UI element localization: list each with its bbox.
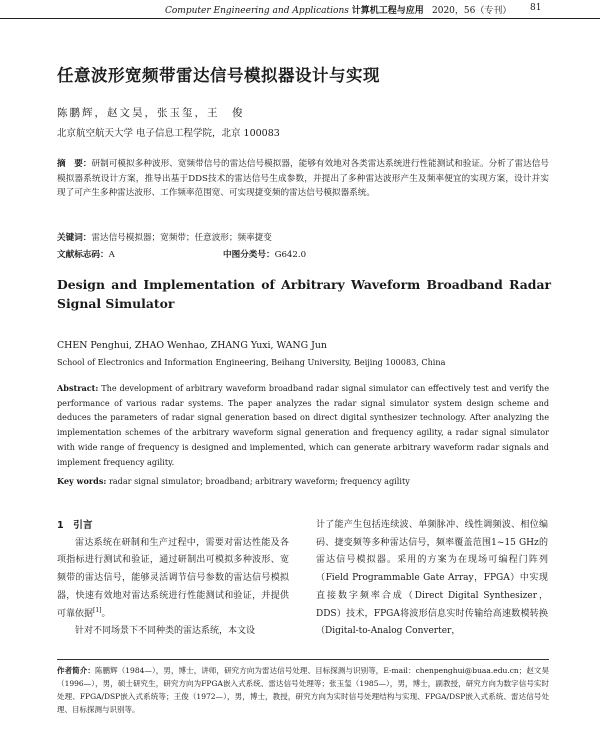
keywords-cn-label: 关键词：: [57, 233, 92, 243]
authors-cn: 陈鹏辉，赵文昊，张玉玺，王 俊: [57, 107, 245, 119]
running-header: [0, 0, 600, 19]
body-paragraph-2-start: 针对不同场景下不同种类的雷达系统，本文设: [75, 626, 256, 637]
citation-ref[interactable]: [1]: [93, 606, 102, 614]
affiliation-en: School of Electronics and Information Engineering, Beihang University, Beijing 100083, China: [57, 357, 446, 367]
paper-title-en: Design and Implementation of Arbitrary Waveform Broadband Radar Signal Simulator: [57, 277, 551, 311]
body-column-left: [57, 517, 289, 641]
keywords-en-text: radar signal simulator; broadband; arbitrary waveform; frequency agility: [108, 476, 410, 486]
classification-line: [57, 248, 549, 260]
keywords-en: [57, 476, 549, 486]
section-heading: 1 引言: [57, 520, 93, 531]
affiliation-cn: 北京航空航天大学 电子信息工程学院，北京 100083: [57, 128, 280, 139]
author-footnote: [57, 659, 549, 716]
keywords-cn: [57, 231, 549, 243]
abstract-cn: [57, 157, 549, 201]
doc-code: 文献标志码：A: [57, 250, 115, 260]
abstract-cn-text: 研制可模拟多种波形、宽频带信号的雷达信号模拟器，能够有效地对各类雷达系统进行性能测试和验证。分析了雷达信号模拟器系统设计方案，推导出基于DDS技术的雷达信号生成参数，并提出了多种雷达波形产生及频率便宜的实现方案，设计并实现了可产生多种雷达波形、工作频率范围宽、可实现捷变频的雷达信号模拟器系统。: [57, 159, 549, 199]
page-number: 81: [530, 3, 542, 13]
paper-title-cn: 任意波形宽频带雷达信号模拟器设计与实现: [57, 66, 380, 85]
year-issue: 2020，56（专刊）: [432, 6, 512, 16]
keywords-cn-text: 雷达信号模拟器；宽频带；任意波形；频率捷变: [91, 233, 272, 243]
abstract-en-text: The development of arbitrary waveform broadband radar signal simulator can effectively test and verify the performance of various radar systems. The paper analyzes the radar signal simulator system design scheme and deduces the parameters of radar signal generation based on direct digital synthesizer technology. After analyzing the implementation schemes of the arbitrary waveform signal generation and frequency agility, a radar signal simulator with wide range of frequency is designed and implemented, which can generate arbitrary waveform radar signals and implement frequency agility.: [57, 383, 549, 467]
abstract-en: [57, 381, 549, 469]
journal-name: Computer Engineering and Applications 计算机工程与应用: [165, 6, 424, 16]
body-paragraph-2-cont: 计了能产生包括连续波、单频脉冲、线性调频波、相位编码、捷变频等多种雷达信号，频率覆盖范围1~15 GHz的雷达信号模拟器。采用的方案为在现场可编程门阵列（Field Programmable Gate Array，FPGA）中实现直接数字频率合成（Direct Digital Synthesizer，DDS）技术，FPGA将波形信息实时传输给高速数模转换（Digital-to-Analog Converter，: [316, 520, 548, 637]
body-paragraph-1: 雷达系统在研制和生产过程中，需要对雷达性能及各项指标进行测试和验证，通过研制出可模拟多种波形、宽频带的雷达信号，能够灵活调节信号参数的雷达信号模拟器，快速有效地对雷达系统进行性能测试和验证，并提供可靠依据[1]。: [57, 537, 289, 619]
class-number: 中图分类号：G642.0: [223, 250, 307, 260]
authors-en: CHEN Penghui, ZHAO Wenhao, ZHANG Yuxi, WANG Jun: [57, 340, 327, 351]
footnote-label: 作者简介：: [57, 666, 95, 675]
keywords-en-label: Key words:: [57, 476, 107, 486]
abstract-cn-label: 摘 要：: [57, 159, 92, 169]
footnote-text: 陈鹏辉（1984—），男，博士，讲师，研究方向为雷达信号处理、目标探测与识别等，E-mail：chenpenghui@buaa.edu.cn；赵文昊（1996—），男，硕士研究生，研究方向为FPGA嵌入式系统、雷达信号处理等；张玉玺（1985—），男，博士，副教授，研究方向为数字信号实时处理、FPGA/DSP嵌入式系统等；王俊（1972—），男，博士，教授，研究方向为实时信号处理结构与实现、FPGA/DSP嵌入式系统、雷达信号处理、目标探测与识别等。: [57, 666, 549, 714]
body-column-right: [316, 517, 548, 641]
abstract-en-label: Abstract:: [57, 383, 99, 393]
